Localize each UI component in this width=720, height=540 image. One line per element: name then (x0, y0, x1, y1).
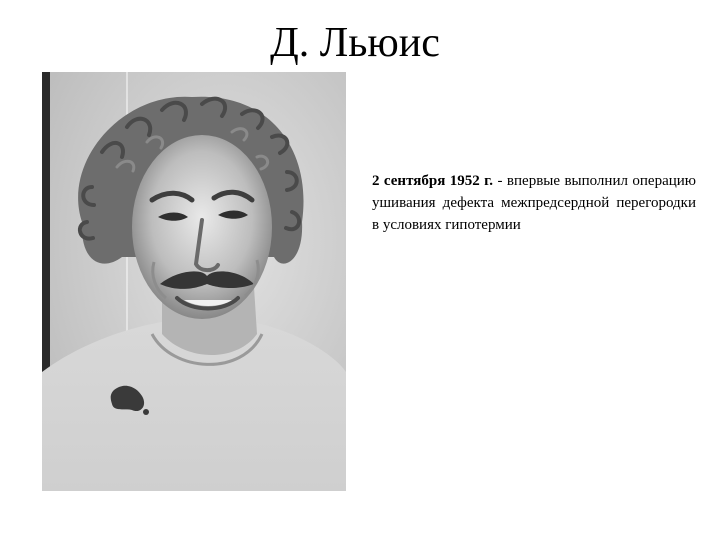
description-body: - впервые выполнил операцию ушивания дефекта межпредсердной перегородки в условиях гипотермии (372, 173, 696, 233)
slide-title-text: Д. Льюис (270, 20, 440, 66)
slide-title (0, 22, 720, 64)
portrait-drawing (42, 72, 346, 491)
portrait-photo (42, 72, 346, 491)
description-text (372, 170, 696, 236)
description-date: 2 сентября 1952 г. (372, 173, 494, 189)
